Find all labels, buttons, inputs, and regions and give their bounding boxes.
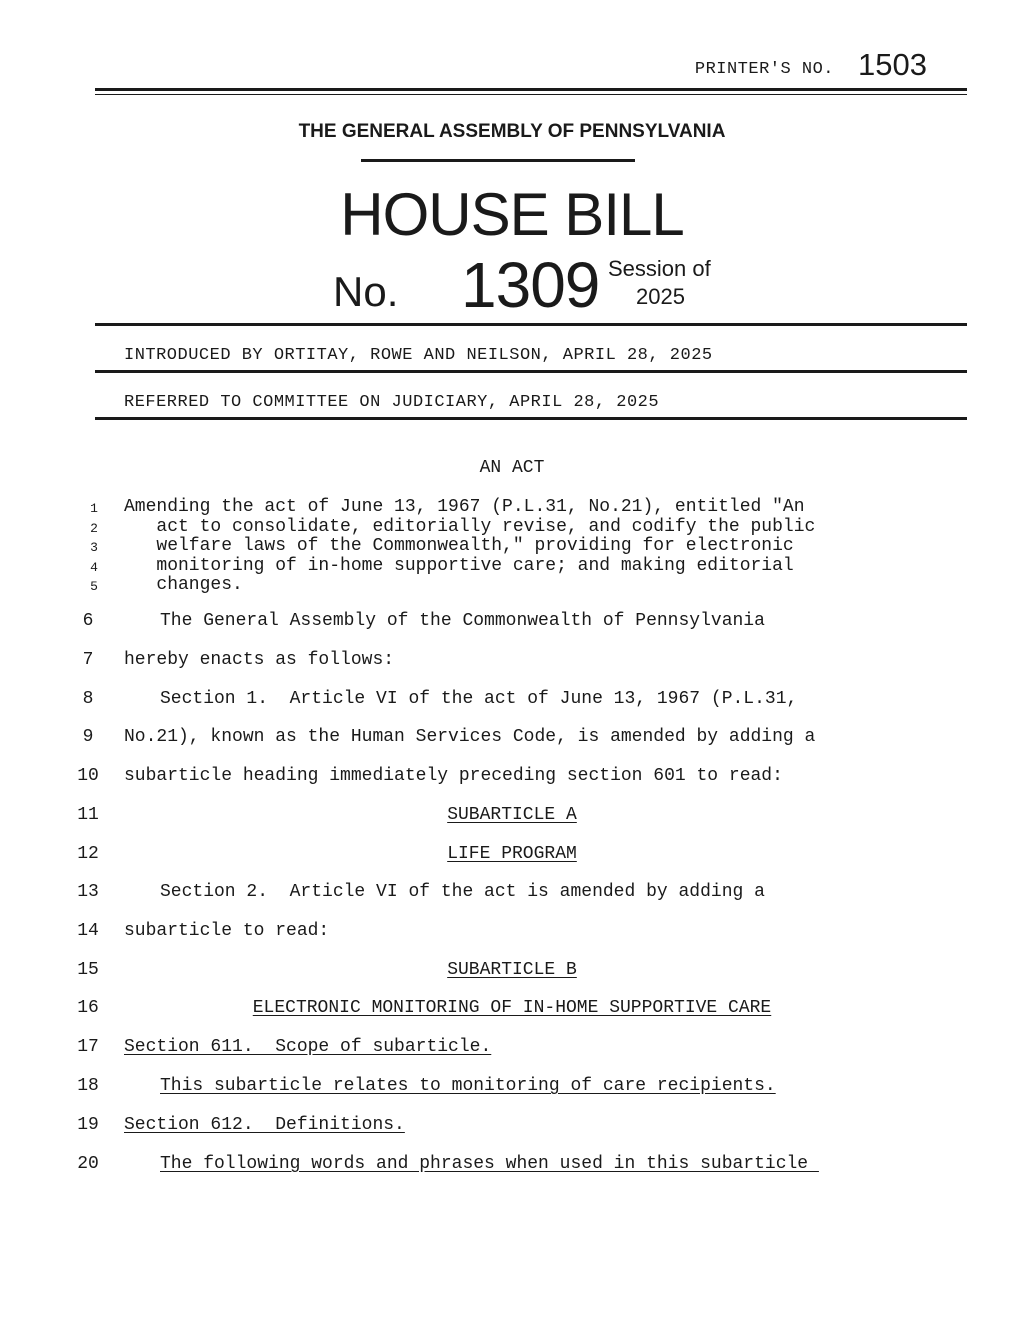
subarticle-a-title-text: LIFE PROGRAM (447, 844, 577, 864)
header-rule-top (95, 88, 967, 91)
act-title-line: act to consolidate, editorially revise, and codify the public (124, 516, 816, 537)
session-year: 2025 (636, 284, 685, 309)
banner-rule-2 (95, 370, 967, 373)
bill-number: 1309 (461, 249, 600, 321)
subarticle-b-title-text: ELECTRONIC MONITORING OF IN-HOME SUPPORTIVE CARE (252, 998, 772, 1018)
act-title-line: Amending the act of June 13, 1967 (P.L.31, No.21), entitled "An (124, 497, 805, 517)
line-number: 7 (82, 650, 94, 670)
line-number: 11 (77, 805, 99, 825)
section-1-text: No.21), known as the Human Services Code, is amended by adding a (124, 727, 816, 747)
act-title-line: changes. (124, 575, 243, 596)
subarticle-b-title (0, 998, 1024, 1018)
section-611-text: This subarticle relates to monitoring of care recipients. (160, 1076, 776, 1096)
enacting-clause: The General Assembly of the Commonwealth of Pennsylvania (160, 611, 765, 631)
enacting-clause-end: hereby enacts as follows: (124, 650, 395, 670)
subarticle-a-label: SUBARTICLE A (447, 805, 577, 825)
act-title-line: welfare laws of the Commonwealth," providing for electronic (124, 536, 794, 557)
line-number: 20 (77, 1154, 99, 1174)
line-number: 17 (77, 1037, 99, 1057)
banner-rule-1 (95, 323, 967, 326)
bill-number-label: No. (333, 268, 399, 315)
line-number: 13 (77, 882, 99, 902)
section-612-heading: Section 612. Definitions. (124, 1115, 405, 1135)
section-612-text: The following words and phrases when used in this subarticle (160, 1154, 819, 1174)
act-title-line: monitoring of in-home supportive care; and making editorial (124, 555, 794, 576)
subarticle-b-label: SUBARTICLE B (447, 960, 577, 980)
section-2-text: subarticle to read: (124, 921, 330, 941)
section-2-text: Section 2. Article VI of the act is amended by adding a (160, 882, 765, 902)
line-number: 19 (77, 1115, 99, 1135)
section-1-text: subarticle heading immediately preceding section 601 to read: (124, 766, 783, 786)
header-rule-bottom (95, 94, 967, 95)
referred-to-line: REFERRED TO COMMITTEE ON JUDICIARY, APRIL 28, 2025 (124, 393, 660, 412)
introduced-by-line: INTRODUCED BY ORTITAY, ROWE AND NEILSON, APRIL 28, 2025 (124, 346, 713, 365)
line-number: 5 (90, 579, 98, 594)
subarticle-b-heading (0, 960, 1024, 980)
subarticle-a-heading (0, 805, 1024, 825)
subarticle-a-title (0, 844, 1024, 864)
session-label: Session of (608, 256, 711, 281)
line-number: 2 (90, 521, 98, 536)
line-number: 4 (90, 560, 98, 575)
assembly-heading: THE GENERAL ASSEMBLY OF PENNSYLVANIA (298, 121, 726, 142)
line-number: 10 (77, 766, 99, 786)
assembly-underline (361, 159, 635, 162)
line-number: 6 (82, 611, 94, 631)
line-number: 15 (77, 960, 99, 980)
an-act-heading: AN ACT (479, 458, 545, 478)
act-title (124, 498, 815, 596)
printers-number: 1503 (858, 47, 927, 82)
line-number: 3 (90, 540, 98, 555)
printers-number-label: PRINTER'S NO. (694, 60, 834, 79)
line-number: 12 (77, 844, 99, 864)
section-1-text: Section 1. Article VI of the act of June 13, 1967 (P.L.31, (160, 689, 798, 709)
banner-rule-3 (95, 417, 967, 420)
line-number: 8 (82, 689, 94, 709)
line-number: 18 (77, 1076, 99, 1096)
line-number: 9 (82, 727, 94, 747)
line-number: 14 (77, 921, 99, 941)
line-number: 16 (77, 998, 99, 1018)
line-number: 1 (90, 501, 98, 516)
section-611-heading: Section 611. Scope of subarticle. (124, 1037, 492, 1057)
bill-type-title: HOUSE BILL (340, 181, 684, 248)
